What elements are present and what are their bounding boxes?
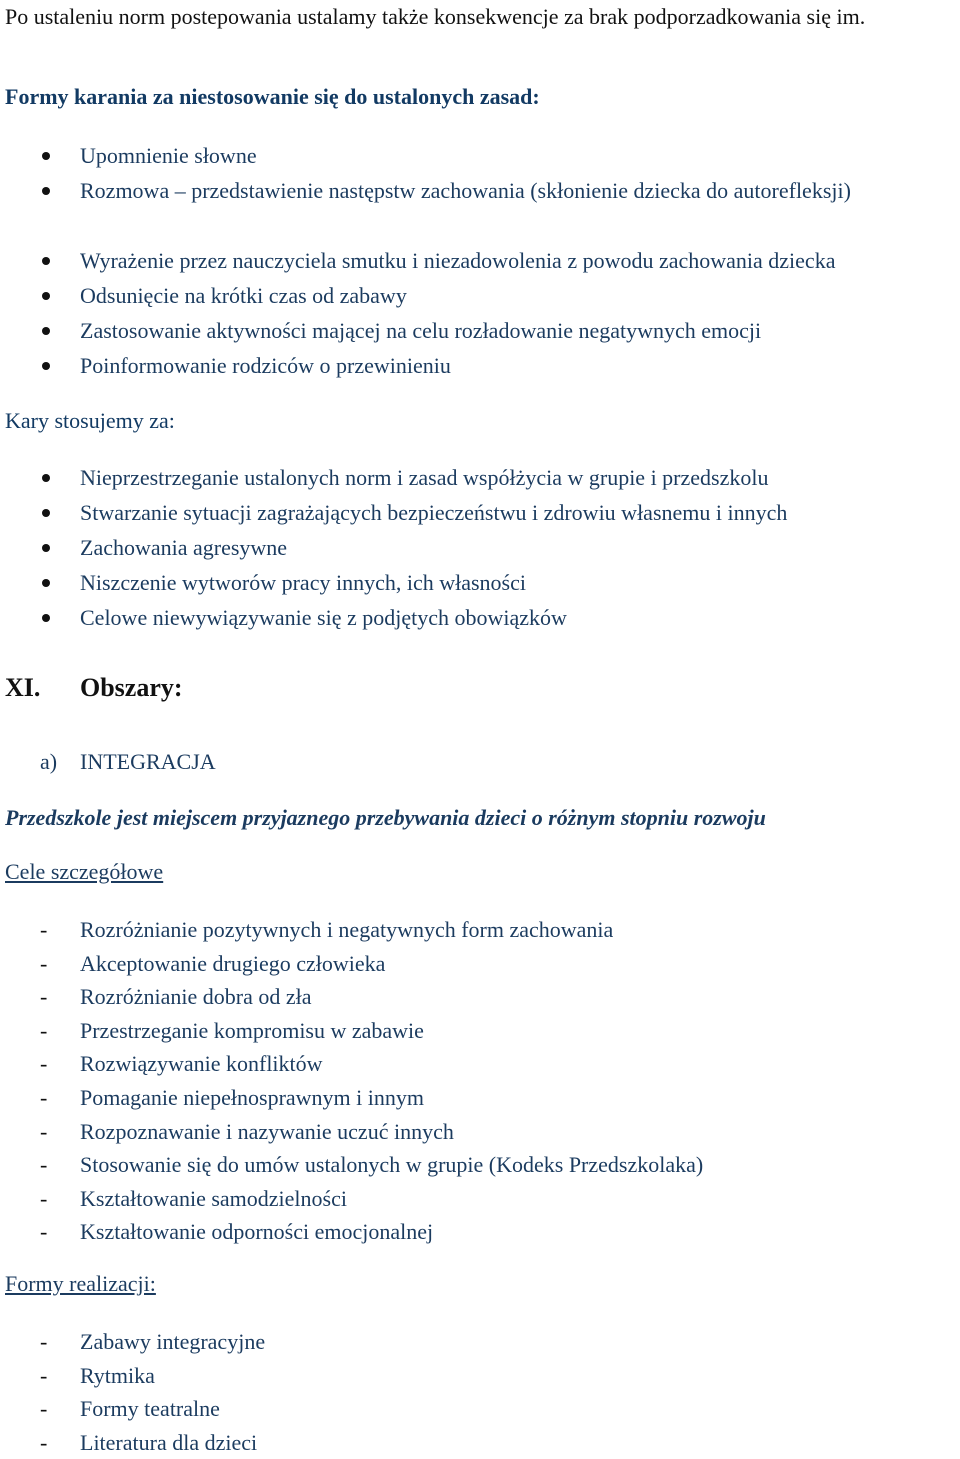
punishments-list: [0, 138, 851, 383]
list-item-text: Zastosowanie aktywności mającej na celu rozładowanie negatywnych emocji: [80, 318, 762, 343]
list-item-text: Nieprzestrzeganie ustalonych norm i zasad współżycia w grupie i przedszkolu: [80, 465, 769, 490]
intro-paragraph: Po ustaleniu norm postepowania ustalamy także konsekwencje za brak podporzadkowania się im.: [5, 4, 866, 29]
list-item-text: Odsunięcie na krótki czas od zabawy: [80, 283, 407, 308]
list-item: [0, 495, 787, 530]
dash-icon: -: [40, 1219, 48, 1245]
punishments-heading: Formy karania za niestosowanie się do ustalonych zasad:: [5, 84, 540, 109]
section-title-text: Obszary:: [80, 673, 183, 702]
list-item-text: Zachowania agresywne: [80, 535, 288, 560]
list-item-text: Niszczenie wytworów pracy innych, ich własności: [80, 570, 526, 595]
list-item: [0, 1047, 703, 1081]
list-item-text: Literatura dla dzieci: [80, 1429, 258, 1455]
list-item: [0, 1392, 265, 1426]
list-item: [0, 1359, 265, 1393]
list-item: [0, 913, 703, 947]
list-item: [0, 173, 851, 243]
list-item-text: Rytmika: [80, 1362, 155, 1388]
list-item-text: Stwarzanie sytuacji zagrażających bezpieczeństwu i zdrowiu własnemu i innych: [80, 500, 788, 525]
list-item: [0, 460, 787, 495]
bullet-icon: [42, 187, 50, 195]
dash-icon: -: [40, 1329, 48, 1354]
dash-icon: -: [40, 1185, 48, 1211]
list-item: [0, 348, 851, 383]
reasons-heading: Kary stosujemy za:: [5, 408, 175, 433]
list-item: [0, 1182, 703, 1216]
list-item: [0, 243, 851, 278]
list-item-text: Formy teatralne: [80, 1396, 220, 1422]
forms-heading: Formy realizacji:: [5, 1271, 156, 1296]
subsection-title: [40, 749, 216, 775]
bullet-icon: [42, 292, 50, 300]
bullet-icon: [42, 544, 50, 552]
motto: Przedszkole jest miejscem przyjaznego przebywania dzieci o różnym stopniu rozwoju: [5, 805, 766, 830]
dash-icon: -: [40, 1396, 48, 1422]
bullet-icon: [42, 474, 50, 482]
dash-icon: -: [40, 1084, 48, 1110]
list-item: [0, 1215, 703, 1249]
list-item-text: Akceptowanie drugiego człowieka: [80, 950, 386, 976]
bullet-icon: [42, 579, 50, 587]
list-item-text: Upomnienie słowne: [80, 143, 257, 168]
forms-list: [0, 1325, 265, 1459]
list-item-text: Zabawy integracyjne: [80, 1329, 266, 1354]
list-item-text: Celowe niewywiązywanie się z podjętych obowiązków: [80, 605, 567, 630]
list-item-text: Wyrażenie przez nauczyciela smutku i niezadowolenia z powodu zachowania dziecka: [80, 248, 836, 273]
dash-icon: -: [40, 950, 48, 976]
list-item: [0, 313, 851, 348]
list-item-text: Rozwiązywanie konfliktów: [80, 1051, 323, 1077]
list-item: [0, 138, 851, 173]
list-item: [0, 1426, 265, 1459]
dash-icon: -: [40, 1362, 48, 1388]
dash-icon: -: [40, 1152, 48, 1178]
bullet-icon: [42, 257, 50, 265]
list-item: [0, 947, 703, 981]
list-item: [0, 980, 703, 1014]
bullet-icon: [42, 152, 50, 160]
subsection-letter: a): [40, 749, 58, 774]
list-item-text: Kształtowanie samodzielności: [80, 1185, 347, 1211]
bullet-icon: [42, 327, 50, 335]
subsection-title-text: INTEGRACJA: [80, 749, 216, 774]
list-item: [0, 1325, 265, 1359]
list-item-text: Kształtowanie odporności emocjonalnej: [80, 1219, 434, 1245]
dash-icon: -: [40, 917, 48, 942]
list-item: [0, 565, 787, 600]
dash-icon: -: [40, 984, 48, 1010]
list-item-text: Poinformowanie rodziców o przewinieniu: [80, 353, 451, 378]
list-item: [0, 1014, 703, 1048]
list-item-text: Rozmowa – przedstawienie następstw zachowania (skłonienie dziecka do autorefleksji): [80, 178, 851, 203]
dash-icon: -: [40, 1051, 48, 1077]
list-item-text: Przestrzeganie kompromisu w zabawie: [80, 1017, 424, 1043]
reasons-list: [0, 460, 787, 635]
list-item-text: Rozpoznawanie i nazywanie uczuć innych: [80, 1118, 454, 1144]
dash-icon: -: [40, 1118, 48, 1144]
section-number: XI.: [5, 673, 41, 702]
goals-list: [0, 913, 703, 1249]
list-item: [0, 530, 787, 565]
bullet-icon: [42, 362, 50, 370]
section-title: [5, 672, 183, 703]
dash-icon: -: [40, 1017, 48, 1043]
list-item: [0, 1148, 703, 1182]
list-item-text: Rozróżnianie dobra od zła: [80, 984, 312, 1010]
bullet-icon: [42, 614, 50, 622]
list-item: [0, 600, 787, 635]
list-item: [0, 1081, 703, 1115]
bullet-icon: [42, 509, 50, 517]
list-item-text: Stosowanie się do umów ustalonych w grupie (Kodeks Przedszkolaka): [80, 1152, 704, 1178]
dash-icon: -: [40, 1429, 48, 1455]
list-item-text: Rozróżnianie pozytywnych i negatywnych form zachowania: [80, 917, 614, 942]
list-item: [0, 278, 851, 313]
list-item: [0, 1115, 703, 1149]
list-item-text: Pomaganie niepełnosprawnym i innym: [80, 1084, 424, 1110]
goals-heading: Cele szczegółowe: [5, 859, 164, 884]
